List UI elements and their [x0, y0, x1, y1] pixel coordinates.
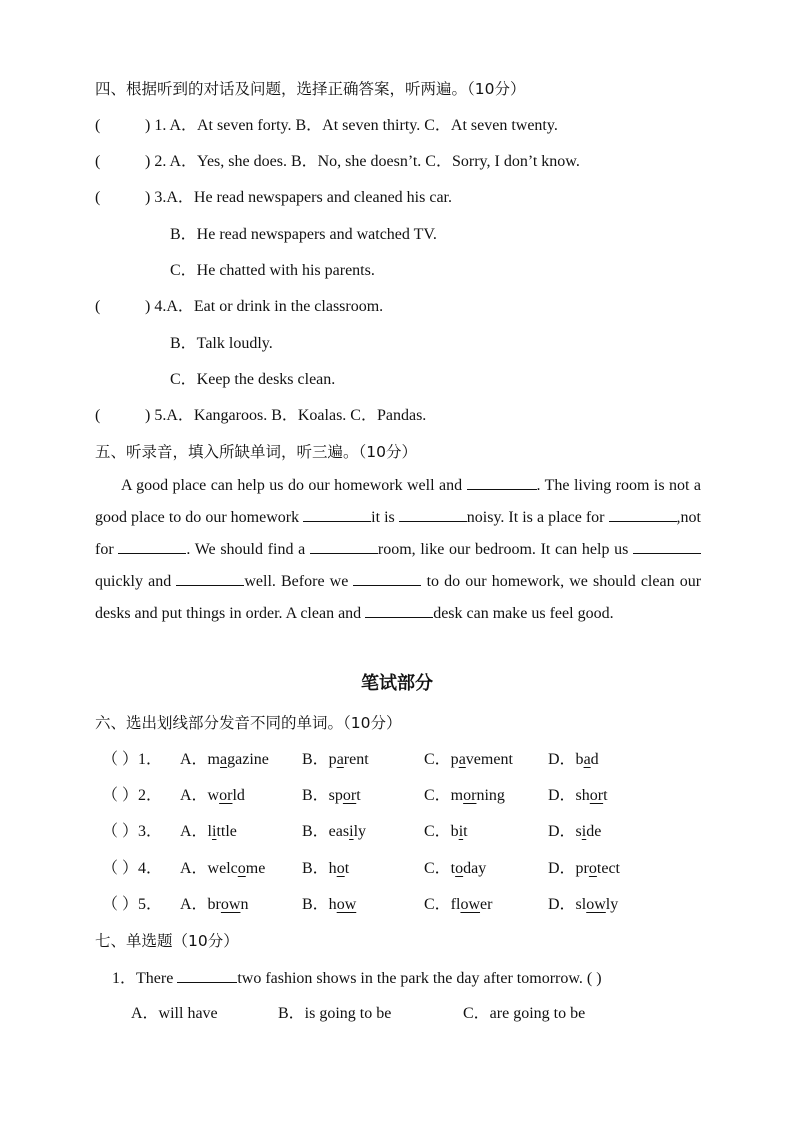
option-a[interactable]	[180, 895, 248, 915]
s4-question-3	[95, 188, 452, 208]
word-part: D．pr	[548, 860, 589, 877]
option-d[interactable]	[548, 895, 618, 915]
passage-text: it is	[371, 509, 399, 526]
word-part: t	[344, 860, 350, 877]
phonics-row	[102, 859, 702, 879]
answer-paren[interactable]: (	[95, 407, 101, 424]
option-d[interactable]	[548, 859, 620, 879]
question-text: ) 1. A．At seven forty. B．At seven thirty. C．At seven twenty.	[145, 117, 558, 134]
option-d[interactable]	[548, 786, 608, 806]
question-text: ) 5.A．Kangaroos. B．Koalas. C．Pandas.	[145, 407, 427, 424]
section-4-title: 四、根据听到的对话及问题，选择正确答案，听两遍。（10分）	[95, 80, 526, 98]
word-part: ld	[232, 787, 245, 804]
word-part: C．p	[424, 751, 459, 768]
s4-q4-option-b: B．Talk loudly.	[170, 335, 273, 352]
passage-text: A good place can help us do our homework well and	[121, 477, 467, 494]
word-part: vement	[465, 751, 513, 768]
word-part: ly	[353, 823, 367, 840]
option-c[interactable]	[424, 859, 486, 879]
s4-question-4	[95, 297, 383, 317]
answer-paren[interactable]: （ ）4．	[102, 860, 163, 877]
passage-text: . The living room is not a good place to do our homework	[95, 477, 701, 526]
blank-7[interactable]	[633, 539, 701, 554]
blank-6[interactable]	[310, 539, 378, 554]
underlined-letters: a	[336, 751, 344, 768]
word-part: D．sl	[548, 896, 587, 913]
underlined-letters: or	[463, 787, 477, 804]
option-c[interactable]	[424, 750, 513, 770]
word-part: t	[463, 823, 468, 840]
section-5-title: 五、听录音，填入所缺单词，听三遍。（10分）	[95, 443, 417, 461]
underlined-letters: a	[458, 751, 466, 768]
question-text: 1．There	[112, 970, 178, 987]
blank-5[interactable]	[118, 539, 186, 554]
underlined-letters: i	[349, 823, 354, 840]
option-b[interactable]	[302, 822, 366, 842]
word-part: d	[590, 751, 599, 768]
s7-q1-option-c[interactable]: C．are going to be	[463, 1005, 586, 1022]
underlined-letters: a	[583, 751, 591, 768]
word-part: A．welc	[180, 860, 238, 877]
section-7-title: 七、单选题（10分）	[95, 932, 239, 950]
word-part: C．fl	[424, 896, 461, 913]
s4-q4-option-c: C．Keep the desks clean.	[170, 371, 336, 388]
s4-question-1	[95, 116, 558, 136]
word-part: A．l	[180, 823, 213, 840]
underlined-letters: i	[581, 823, 587, 840]
answer-paren[interactable]: （ ）5．	[102, 896, 163, 913]
option-c[interactable]	[424, 822, 468, 842]
word-part: B．eas	[302, 823, 350, 840]
underlined-letters: ow	[220, 896, 241, 913]
answer-paren[interactable]: (	[95, 298, 101, 315]
blank-1[interactable]	[467, 475, 537, 490]
word-part: ly	[605, 896, 619, 913]
word-part: B．p	[302, 751, 337, 768]
s7-q1-option-a[interactable]: A．will have	[131, 1005, 218, 1022]
option-a[interactable]	[180, 859, 265, 879]
answer-paren[interactable]: （ ）1．	[102, 751, 163, 768]
answer-paren[interactable]: (	[95, 189, 101, 206]
underlined-letters: o	[588, 860, 597, 877]
underlined-letters: o	[336, 860, 345, 877]
passage-text: room, like our bedroom. It can help us	[377, 541, 634, 558]
s4-q3-option-b: B．He read newspapers and watched TV.	[170, 226, 437, 243]
answer-paren[interactable]: （ ）3．	[102, 823, 163, 840]
blank-9[interactable]	[353, 571, 421, 586]
word-part: er	[480, 896, 493, 913]
word-part: C．t	[424, 860, 456, 877]
s4-q3-option-c: C．He chatted with his parents.	[170, 262, 375, 279]
blank-10[interactable]	[365, 603, 433, 618]
blank-2[interactable]	[303, 507, 371, 522]
question-text: ) 4.A．Eat or drink in the classroom.	[145, 298, 384, 315]
word-part: D．s	[548, 823, 582, 840]
word-part: D．b	[548, 751, 584, 768]
phonics-row	[102, 822, 702, 842]
passage-text: well. Before we	[244, 573, 354, 590]
word-part: tect	[596, 860, 620, 877]
option-b[interactable]	[302, 750, 369, 770]
option-c[interactable]	[424, 786, 505, 806]
word-part: A．br	[180, 896, 221, 913]
option-a[interactable]	[180, 750, 269, 770]
passage-text: . We should find a	[186, 541, 310, 558]
word-part: t	[603, 787, 608, 804]
passage-text: ,not for	[95, 509, 701, 558]
underlined-letters: or	[219, 787, 233, 804]
underlined-letters: or	[589, 787, 604, 804]
option-b[interactable]	[302, 859, 349, 879]
s4-question-2	[95, 152, 580, 172]
word-part: me	[245, 860, 266, 877]
word-part: D．sh	[548, 787, 590, 804]
question-text: ) 2. A．Yes, she does. B．No, she doesn’t. C．Sorry, I don’t know.	[145, 153, 580, 170]
underlined-letters: i	[212, 823, 217, 840]
s4-question-5	[95, 406, 426, 426]
word-part: rent	[343, 751, 369, 768]
passage-text: noisy. It is a place for	[466, 509, 609, 526]
word-part: B．h	[302, 860, 337, 877]
option-b[interactable]	[302, 895, 356, 915]
passage-text: to do our homework, we should clean our desks and put things in order. A clean and	[95, 573, 702, 622]
underlined-letters: o	[455, 860, 464, 877]
option-a[interactable]	[180, 786, 245, 806]
word-part: t	[356, 787, 361, 804]
answer-paren[interactable]: (	[95, 117, 101, 134]
word-part: A．w	[180, 787, 220, 804]
word-part: A．m	[180, 751, 221, 768]
underlined-letters: o	[237, 860, 246, 877]
blank-3[interactable]	[399, 507, 467, 522]
passage-text: desk can make us feel good.	[433, 605, 614, 622]
phonics-row	[102, 786, 702, 806]
word-part: day	[463, 860, 487, 877]
underlined-letters: ow	[586, 896, 606, 913]
passage-text: quickly and	[95, 573, 177, 590]
s7-q1-option-b[interactable]: B．is going to be	[278, 1005, 392, 1022]
word-part: C．m	[424, 787, 464, 804]
written-part-title: 笔试部分	[361, 673, 433, 694]
option-b[interactable]	[302, 786, 361, 806]
word-part: n	[240, 896, 249, 913]
section-6-title: 六、选出划线部分发音不同的单词。（10分）	[95, 714, 402, 732]
option-c[interactable]	[424, 895, 492, 915]
s7-question-1	[112, 968, 602, 989]
underlined-letters: ow	[336, 896, 357, 913]
cloze-passage	[95, 470, 701, 630]
underlined-letters: i	[458, 823, 464, 840]
word-part: de	[586, 823, 602, 840]
underlined-letters: ow	[460, 896, 481, 913]
option-a[interactable]	[180, 822, 237, 842]
word-part: gazine	[227, 751, 269, 768]
phonics-row	[102, 895, 702, 915]
word-part: B．h	[302, 896, 337, 913]
word-part: ttle	[216, 823, 237, 840]
answer-paren[interactable]: （ ）2．	[102, 787, 163, 804]
phonics-row	[102, 750, 702, 770]
option-d[interactable]	[548, 822, 601, 842]
underlined-letters: or	[342, 787, 357, 804]
answer-blank[interactable]	[177, 968, 237, 983]
question-text: ) 3.A．He read newspapers and cleaned his car.	[145, 189, 452, 206]
word-part: C．b	[424, 823, 459, 840]
blank-4[interactable]	[609, 507, 677, 522]
word-part: ning	[476, 787, 505, 804]
question-text: two fashion shows in the park the day after tomorrow. ( )	[237, 970, 602, 987]
answer-paren[interactable]: (	[95, 153, 101, 170]
word-part: B．sp	[302, 787, 343, 804]
option-d[interactable]	[548, 750, 599, 770]
blank-8[interactable]	[176, 571, 244, 586]
underlined-letters: a	[220, 751, 228, 768]
